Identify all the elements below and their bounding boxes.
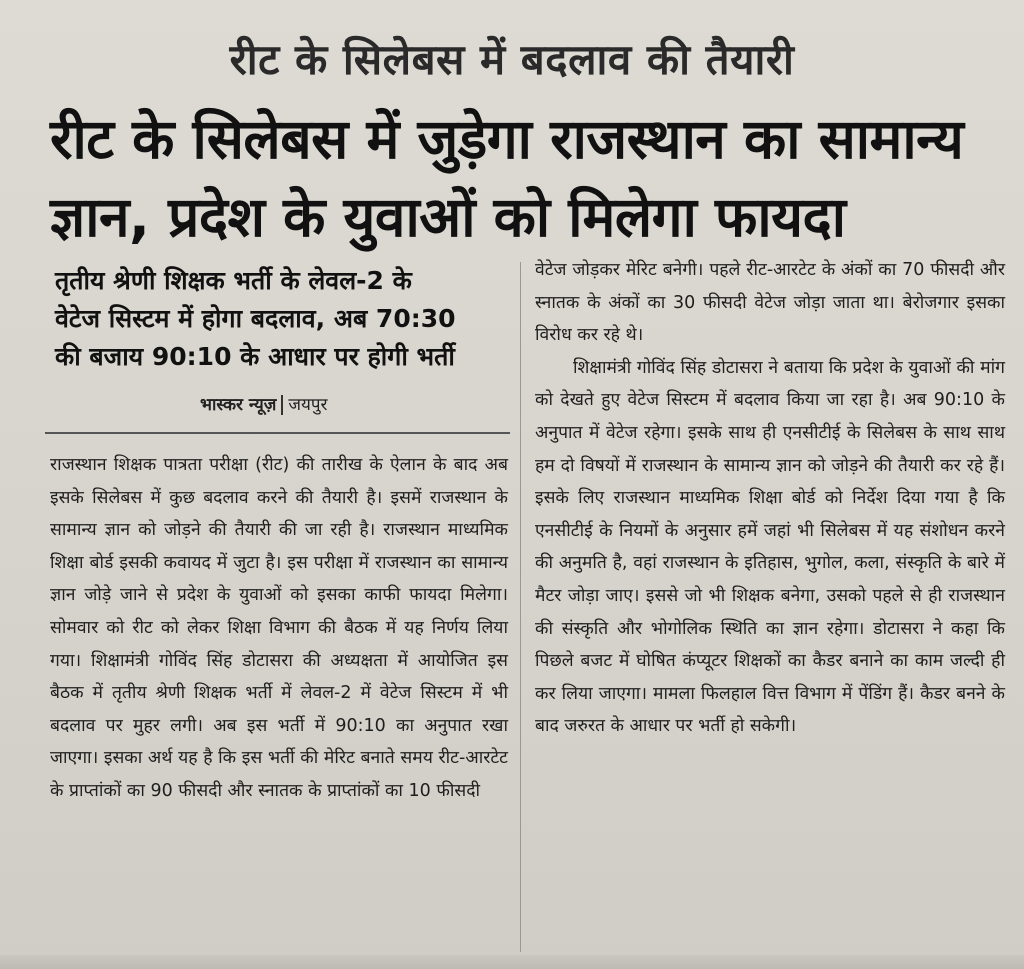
body-left-paragraph: राजस्थान शिक्षक पात्रता परीक्षा (रीट) की तारीख के ऐलान के बाद अब इसके सिलेबस में कुछ बदलाव करने की तैयारी है। इसमें राजस्थान के सामान्य ज्ञान को जोड़ने की तैयारी की जा रही है। राजस्थान माध्यमिक शिक्षा बोर्ड इसकी कवायद में जुटा है। इस परीक्षा में राजस्थान का सामान्य ज्ञान जोड़े जाने से प्रदेश के युवाओं को इसका काफी फायदा मिलेगा। सोमवार को रीट को लेकर शिक्षा विभाग की बैठक में यह निर्णय लिया गया। शिक्षामंत्री गोविंद सिंह डोटासरा की अध्यक्षता में आयोजित इस बैठक में तृतीय श्रेणी शिक्षक भर्ती में लेवल-2 में वेटेज सिस्टम में भी बदलाव पर मुहर लगी। अब इस भर्ती में 90:10 का अनुपात रखा जाएगा। इसका अर्थ यह है कि इस भर्ती की मेरिट बनाते समय रीट-आरटेट के प्राप्तांकों का 90 फीसदी और स्नातक के प्राप्तांकों का 10 फीसदी — [50, 455, 508, 801]
body-column-right — [535, 254, 1005, 743]
article-headline — [50, 100, 1010, 256]
byline-separator — [281, 395, 283, 415]
byline-source: भास्कर न्यूज़ — [200, 395, 277, 415]
byline-rule — [45, 432, 510, 434]
deck-line-3: की बजाय 90:10 के आधार पर होगी भर्ती — [55, 342, 455, 371]
article-deck — [55, 262, 515, 376]
column-divider — [520, 262, 521, 952]
deck-line-1: तृतीय श्रेणी शिक्षक भर्ती के लेवल-2 के — [55, 266, 412, 295]
body-column-left — [50, 449, 508, 808]
body-right-paragraph-2: शिक्षामंत्री गोविंद सिंह डोटासरा ने बताया कि प्रदेश के युवाओं की मांग को देखते हुए वेटेज सिस्टम में बदलाव किया जा रहा है। अब 90:10 के अनुपात में वेटेज रहेगा। इसके साथ ही एनसीटीई के सिलेबस के साथ साथ हम दो विषयों में राजस्थान के सामान्य ज्ञान को जोड़ने की तैयारी कर रहे हैं। इसके लिए राजस्थान माध्यमिक शिक्षा बोर्ड को निर्देश दिया गया है कि एनसीटीई के नियमों के अनुसार हमें जहां भी सिलेबस में यह संशोधन करने की अनुमति है, वहां राजस्थान के इतिहास, भुगोल, कला, संस्कृति के बारे में मैटर जोड़ा जाए। इससे जो भी शिक्षक बनेगा, उसको पहले से ही राजस्थान की संस्कृति और भोगोलिक स्थिति का ज्ञान रहेगा। डोटासरा ने कहा कि पिछले बजट में घोषित कंप्यूटर शिक्षकों का कैडर बनाने का काम जल्दी ही कर लिया जाएगा। मामला फिलहाल वित्त विभाग में पेंडिंग हैं। कैडर बनने के बाद जरुरत के आधार पर भर्ती हो सकेगी। — [535, 357, 1005, 737]
deck-line-2: वेटेज सिस्टम में होगा बदलाव, अब 70:30 — [55, 304, 456, 333]
headline-line-1: रीट के सिलेबस में जुड़ेगा राजस्थान का सामान्य — [50, 107, 964, 171]
body-right-paragraph-1: वेटेज जोड़कर मेरिट बनेगी। पहले रीट-आरटेट के अंकों का 70 फीसदी और स्नातक के अंकों का 30 फीसदी वेटेज जोड़ा जाता था। बेरोजगार इसका विरोध कर रहे थे। — [535, 260, 1005, 346]
page-bottom-edge — [0, 955, 1024, 969]
article-kicker: रीट के सिलेबस में बदलाव की तैयारी — [229, 35, 795, 84]
headline-line-2: ज्ञान, प्रदेश के युवाओं को मिलेगा फायदा — [50, 185, 846, 249]
byline — [200, 392, 327, 415]
byline-city: जयपुर — [288, 395, 328, 415]
